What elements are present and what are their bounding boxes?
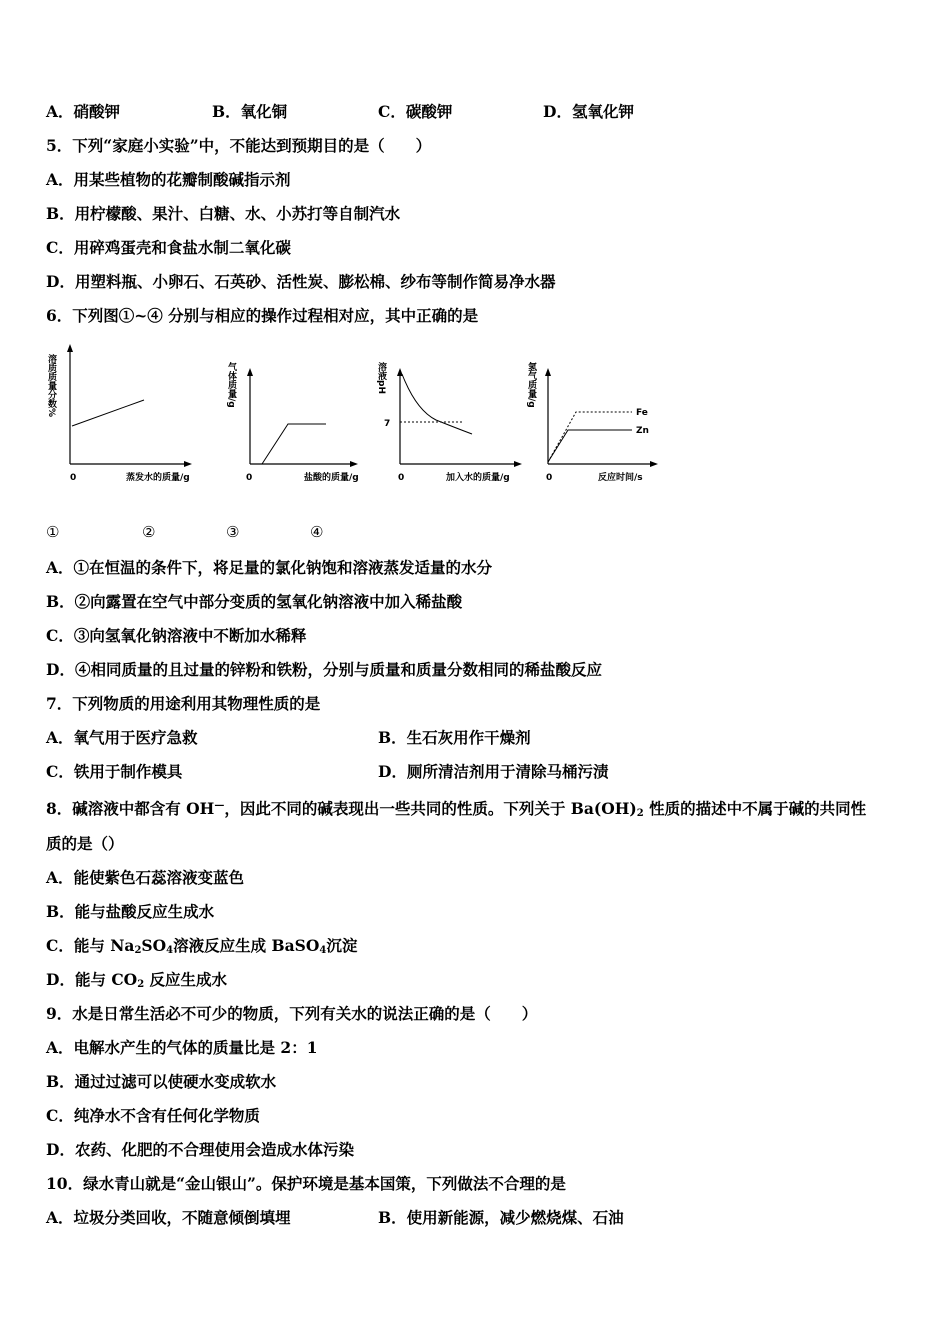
- graph-2-curve: [262, 424, 326, 464]
- q6-option-a: A．①在恒温的条件下，将足量的氯化钠饱和溶液蒸发适量的水分: [46, 558, 493, 577]
- graph-1-curve: [72, 400, 144, 426]
- graph-4-ylabel: 氢气质量/g: [526, 362, 536, 408]
- q4-option-a: A．硝酸钾: [46, 102, 121, 121]
- graph-2-svg: [226, 340, 376, 485]
- q6-option-b: B．②向露置在空气中部分变质的氢氧化钠溶液中加入稀盐酸: [46, 592, 463, 611]
- q6-stem: 6．下列图①~④ 分别与相应的操作过程相对应，其中正确的是: [46, 306, 479, 325]
- graph-4-xlabel: 反应时间/s: [598, 473, 643, 483]
- q8-d-sub: 2: [137, 979, 145, 990]
- q8-option-a: A．能使紫色石蕊溶液变蓝色: [46, 868, 245, 887]
- q7-option-d: D．厕所清洁剂用于清除马桶污渍: [378, 762, 609, 781]
- marker-3: ③: [226, 523, 240, 541]
- q7-option-a: A．氧气用于医疗急救: [46, 728, 198, 747]
- q7-stem: 7．下列物质的用途利用其物理性质的是: [46, 694, 321, 713]
- q5-option-b: B．用柠檬酸、果汁、白糖、水、小苏打等自制汽水: [46, 204, 401, 223]
- graph-4-curve-fe: [548, 412, 632, 462]
- graph-3-svg: [376, 340, 531, 485]
- q8-d-1: D．能与 CO: [46, 970, 138, 989]
- graph-1-svg: [46, 340, 196, 485]
- graph-2-xlabel: 盐酸的质量/g: [304, 473, 359, 483]
- q10-option-b: B．使用新能源，减少燃烧煤、石油: [378, 1208, 624, 1227]
- q8-d-2: 反应生成水: [144, 970, 228, 989]
- q7-option-b: B．生石灰用作干燥剂: [378, 728, 531, 747]
- q4-option-d: D．氢氧化钾: [543, 102, 634, 121]
- graph-4-fe-label: Fe: [636, 408, 648, 418]
- graph-2-ylabel: 气体质量/g: [226, 362, 236, 408]
- graph-3-origin: 0: [398, 473, 405, 483]
- graph-3: [376, 340, 531, 489]
- graph-1-origin: 0: [70, 473, 77, 483]
- q9-stem: 9．水是日常生活必不可少的物质，下列有关水的说法正确的是（ ）: [46, 1004, 538, 1023]
- q4-option-c: C．碳酸钾: [378, 102, 453, 121]
- q10-stem: 10．绿水青山就是“金山银山”。保护环境是基本国策，下列做法不合理的是: [46, 1174, 566, 1193]
- q5-option-c: C．用碎鸡蛋壳和食盐水制二氧化碳: [46, 238, 291, 257]
- graph-4: [526, 340, 681, 489]
- graph-2: [226, 340, 376, 489]
- graph-1-xlabel: 蒸发水的质量/g: [126, 473, 190, 483]
- q4-option-b: B．氧化铜: [212, 102, 288, 121]
- marker-1: ①: [46, 523, 60, 541]
- graph-3-xlabel: 加入水的质量/g: [446, 473, 510, 483]
- graph-1-ylabel: 溶质质量分数%: [46, 354, 56, 418]
- q8-c-sub3: 4: [319, 945, 327, 956]
- graph-3-curve: [402, 374, 472, 434]
- marker-2: ②: [142, 523, 156, 541]
- q8-stem-b: ，因此不同的碱表现出一些共同的性质。下列关于 Ba(OH): [224, 799, 637, 819]
- q8-option-b: B．能与盐酸反应生成水: [46, 902, 215, 921]
- graph-3-mark-7: 7: [384, 419, 391, 429]
- q8-stem-sub: 2: [636, 808, 644, 820]
- graph-4-curve-zn: [548, 430, 632, 462]
- q8-stem-line1: [46, 796, 866, 824]
- graph-4-zn-label: Zn: [636, 426, 649, 436]
- q8-stem-line2: 质的是（）: [46, 834, 124, 853]
- q8-option-c: [46, 936, 357, 961]
- q8-option-d: [46, 970, 227, 995]
- graph-1: [46, 340, 196, 489]
- q8-stem-sup: —: [214, 800, 225, 811]
- graph-3-ylabel: 溶液pH: [376, 362, 386, 394]
- q9-option-b: B．通过过滤可以使硬水变成软水: [46, 1072, 277, 1091]
- q8-stem-c: 性质的描述中不属于碱的共同性: [643, 799, 867, 819]
- graph-4-origin: 0: [546, 473, 553, 483]
- q5-option-d: D．用塑料瓶、小卵石、石英砂、活性炭、膨松棉、纱布等制作简易净水器: [46, 272, 556, 291]
- q9-option-c: C．纯净水不含有任何化学物质: [46, 1106, 260, 1125]
- q8-c-3: 溶液反应生成 BaSO: [173, 936, 320, 955]
- graph-2-origin: 0: [246, 473, 253, 483]
- q9-option-a: A．电解水产生的气体的质量比是 2：1: [46, 1038, 318, 1057]
- q8-c-sub2: 4: [166, 945, 174, 956]
- q8-stem-a: 8．碱溶液中都含有 OH: [46, 799, 215, 819]
- graph-4-svg: [526, 340, 681, 485]
- q9-option-d: D．农药、化肥的不合理使用会造成水体污染: [46, 1140, 354, 1159]
- q10-option-a: A．垃圾分类回收，不随意倾倒填埋: [46, 1208, 291, 1227]
- q8-c-4: 沉淀: [326, 936, 358, 955]
- q5-option-a: A．用某些植物的花瓣制酸碱指示剂: [46, 170, 291, 189]
- q8-c-2: SO: [141, 936, 167, 955]
- q8-c-1: C．能与 Na: [46, 936, 135, 955]
- q6-option-c: C．③向氢氧化钠溶液中不断加水稀释: [46, 626, 307, 645]
- q8-c-sub1: 2: [134, 945, 142, 956]
- marker-4: ④: [310, 523, 324, 541]
- q6-option-d: D．④相同质量的且过量的锌粉和铁粉，分别与质量和质量分数相同的稀盐酸反应: [46, 660, 602, 679]
- q5-stem: 5．下列“家庭小实验”中，不能达到预期目的是（ ）: [46, 136, 432, 155]
- q7-option-c: C．铁用于制作模具: [46, 762, 183, 781]
